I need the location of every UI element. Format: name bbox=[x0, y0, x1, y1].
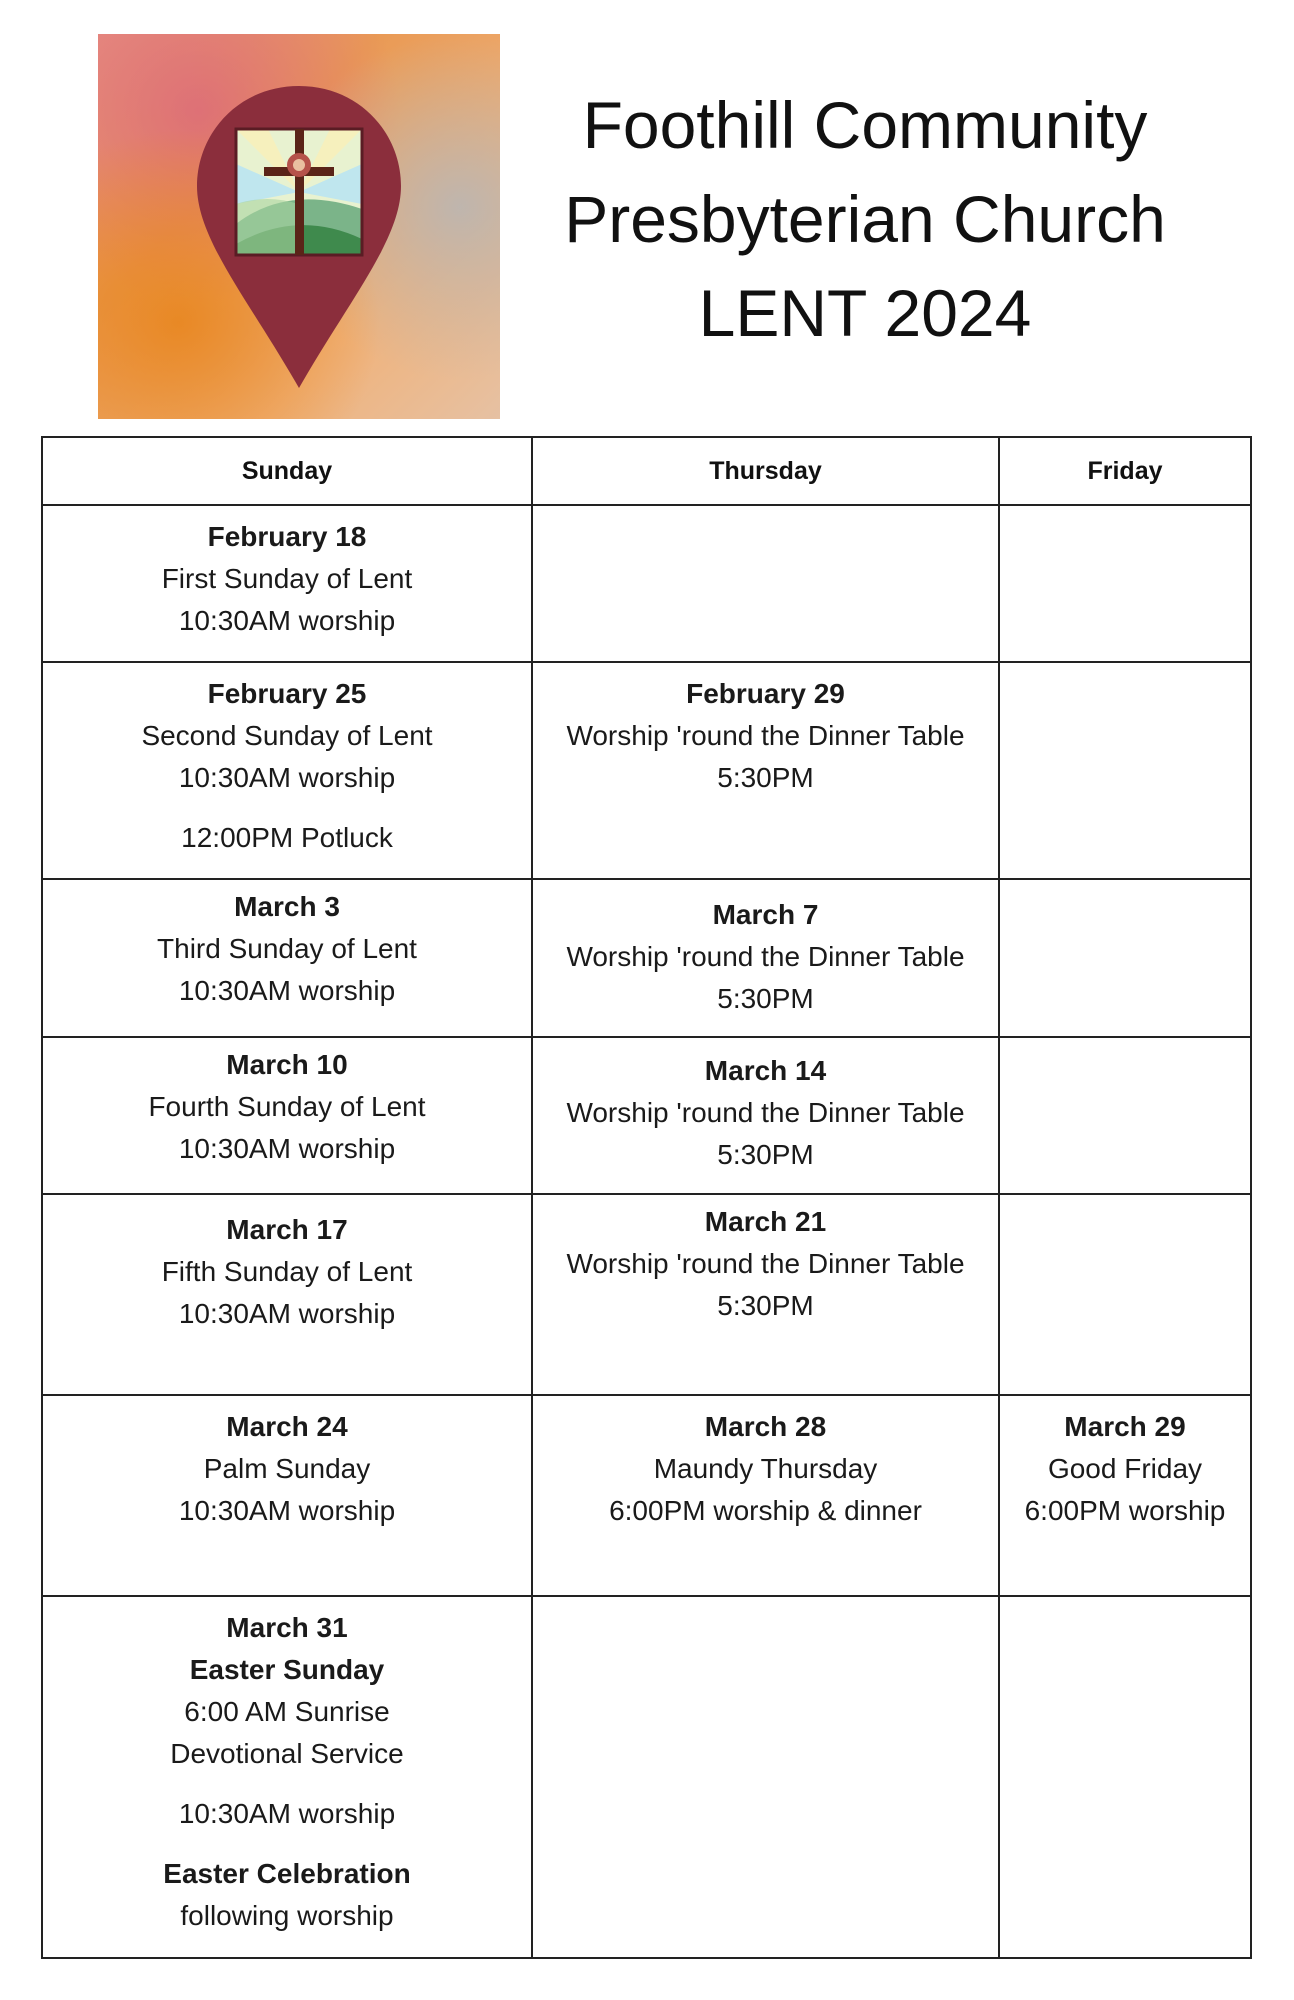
event-name: Good Friday bbox=[1047, 1453, 1203, 1484]
event-date: March 28 bbox=[704, 1411, 827, 1442]
table-row bbox=[42, 662, 1251, 879]
event-name: Fourth Sunday of Lent bbox=[148, 1091, 426, 1122]
header-thursday: Thursday bbox=[532, 437, 999, 505]
event-name: Worship 'round the Dinner Table bbox=[566, 1248, 965, 1279]
event-time: 10:30AM worship bbox=[178, 1133, 396, 1164]
event-time: 10:30AM worship bbox=[178, 975, 396, 1006]
event-date: February 25 bbox=[207, 678, 367, 709]
event-date: February 29 bbox=[686, 678, 845, 709]
map-pin-cross-icon bbox=[98, 34, 500, 419]
event-time: 10:30AM worship bbox=[178, 1495, 396, 1526]
table-row bbox=[42, 1395, 1251, 1596]
friday-cell bbox=[999, 1037, 1251, 1194]
sunday-cell bbox=[42, 1037, 532, 1194]
event-date: March 31 bbox=[226, 1612, 348, 1643]
event-name: Worship 'round the Dinner Table bbox=[566, 941, 965, 972]
event-name: Second Sunday of Lent bbox=[141, 720, 433, 751]
event-name: Fifth Sunday of Lent bbox=[161, 1256, 413, 1287]
friday-cell bbox=[999, 505, 1251, 662]
event-date: March 17 bbox=[226, 1214, 348, 1245]
thursday-cell bbox=[532, 1395, 999, 1596]
lent-schedule-table bbox=[41, 436, 1252, 1959]
event-time: 10:30AM worship bbox=[178, 1298, 396, 1329]
page-title bbox=[520, 78, 1210, 360]
event-date: March 24 bbox=[226, 1411, 348, 1442]
event-name: Worship 'round the Dinner Table bbox=[566, 1097, 965, 1128]
easter-celebration-note: following worship bbox=[180, 1900, 394, 1931]
event-date: March 29 bbox=[1064, 1411, 1186, 1442]
sunday-cell bbox=[42, 505, 532, 662]
event-date: March 3 bbox=[234, 891, 340, 922]
thursday-cell bbox=[532, 1596, 999, 1958]
event-date: February 18 bbox=[207, 521, 367, 552]
church-logo bbox=[98, 34, 500, 419]
event-name: Third Sunday of Lent bbox=[157, 933, 417, 964]
header-sunday: Sunday bbox=[42, 437, 532, 505]
friday-cell bbox=[999, 1395, 1251, 1596]
title-line-3: LENT 2024 bbox=[698, 276, 1032, 350]
sunday-cell bbox=[42, 1194, 532, 1395]
event-time: 5:30PM bbox=[717, 983, 814, 1014]
friday-cell bbox=[999, 1596, 1251, 1958]
sunday-cell bbox=[42, 662, 532, 879]
table-row bbox=[42, 1596, 1251, 1958]
event-date: March 21 bbox=[704, 1206, 827, 1237]
event-time: 10:30AM worship bbox=[178, 1798, 396, 1829]
event-time: 5:30PM bbox=[717, 762, 814, 793]
table-row bbox=[42, 1037, 1251, 1194]
event-date: March 7 bbox=[712, 899, 819, 930]
event-name: Maundy Thursday bbox=[653, 1453, 878, 1484]
sunday-cell bbox=[42, 1395, 532, 1596]
event-time: 5:30PM bbox=[717, 1139, 814, 1170]
friday-cell bbox=[999, 662, 1251, 879]
easter-celebration: Easter Celebration bbox=[163, 1858, 411, 1889]
thursday-cell bbox=[532, 505, 999, 662]
event-time: 6:00PM worship bbox=[1024, 1495, 1226, 1526]
event-time: 6:00PM worship & dinner bbox=[609, 1495, 922, 1526]
event-name: Worship 'round the Dinner Table bbox=[566, 720, 965, 751]
header-row bbox=[42, 437, 1251, 505]
table-row bbox=[42, 879, 1251, 1037]
event-date: March 14 bbox=[704, 1055, 827, 1086]
event-time: 10:30AM worship bbox=[178, 762, 396, 793]
event-name: Palm Sunday bbox=[203, 1453, 371, 1484]
sunday-cell bbox=[42, 1596, 532, 1958]
thursday-cell bbox=[532, 1037, 999, 1194]
friday-cell bbox=[999, 879, 1251, 1037]
table-row bbox=[42, 1194, 1251, 1395]
title-line-2: Presbyterian Church bbox=[564, 182, 1166, 256]
event-date: March 10 bbox=[226, 1049, 348, 1080]
friday-cell bbox=[999, 1194, 1251, 1395]
title-line-1: Foothill Community bbox=[582, 88, 1148, 162]
event-time: 5:30PM bbox=[717, 1290, 814, 1321]
header-friday: Friday bbox=[999, 437, 1251, 505]
sunrise-service-line-2: Devotional Service bbox=[170, 1738, 404, 1769]
event-name: Easter Sunday bbox=[189, 1654, 385, 1685]
thursday-cell bbox=[532, 662, 999, 879]
potluck-time: 12:00PM Potluck bbox=[181, 822, 393, 853]
sunrise-service-line-1: 6:00 AM Sunrise bbox=[184, 1696, 390, 1727]
thursday-cell bbox=[532, 879, 999, 1037]
table-row bbox=[42, 505, 1251, 662]
sunday-cell bbox=[42, 879, 532, 1037]
thursday-cell bbox=[532, 1194, 999, 1395]
event-name: First Sunday of Lent bbox=[161, 563, 413, 594]
event-time: 10:30AM worship bbox=[178, 605, 396, 636]
